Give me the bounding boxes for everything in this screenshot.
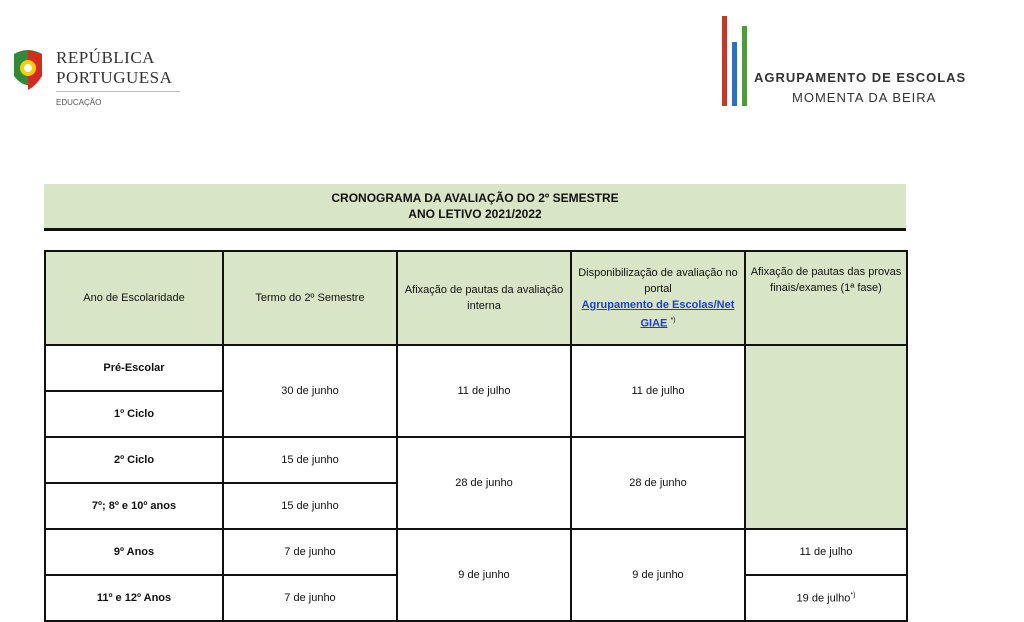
logo-divider	[56, 91, 180, 92]
portugal-emblem-icon	[10, 46, 46, 96]
exames-empty-cell	[745, 345, 907, 529]
portal-link[interactable]: Agrupamento de Escolas/Net GIAE	[581, 298, 735, 330]
termo-cell: 7 de junho	[223, 575, 397, 621]
portal-cell: 11 de julho	[571, 345, 745, 437]
header-portal-text: Disponibilização de avaliação no portal	[578, 266, 738, 295]
termo-cell: 30 de junho	[223, 345, 397, 437]
document-title-band	[44, 184, 906, 231]
header-ano-escolaridade: Ano de Escolaridade	[45, 251, 223, 345]
cronograma-table	[44, 250, 908, 622]
pautas-cell: 9 de junho	[397, 529, 571, 621]
agrupamento-logo	[716, 10, 1016, 110]
document-title: CRONOGRAMA DA AVALIAÇÃO DO 2º SEMESTRE	[331, 191, 619, 205]
level-2-ciclo: 2º Ciclo	[45, 437, 223, 483]
republica-portuguesa-logo	[10, 42, 190, 122]
logo-text-line2: PORTUGUESA	[56, 68, 173, 87]
exames-cell: 11 de julho	[745, 529, 907, 575]
agrupamento-bars-icon	[718, 12, 758, 108]
document-subtitle: ANO LETIVO 2021/2022	[408, 207, 542, 221]
level-11-12-anos: 11º e 12º Anos	[45, 575, 223, 621]
exames-date: 19 de julho	[796, 592, 851, 605]
table-row	[45, 529, 907, 575]
logo-subtitle: EDUCAÇÃO	[56, 98, 102, 107]
logo-text-line1: REPÚBLICA	[56, 48, 155, 67]
exames-footnote-mark: *)	[850, 591, 856, 599]
level-7-8-10-anos: 7º; 8º e 10º anos	[45, 483, 223, 529]
header-disponibilizacao-portal	[571, 251, 745, 345]
level-1-ciclo: 1º Ciclo	[45, 391, 223, 437]
exames-cell	[745, 575, 907, 621]
portal-cell: 9 de junho	[571, 529, 745, 621]
level-pre-escolar: Pré-Escolar	[45, 345, 223, 391]
portal-cell: 28 de junho	[571, 437, 745, 529]
header-afixacao-exames: Afixação de pautas das provas finais/exames (1ª fase)	[745, 251, 907, 345]
header-afixacao-pautas-interna: Afixação de pautas da avaliação interna	[397, 251, 571, 345]
termo-cell: 7 de junho	[223, 529, 397, 575]
pautas-cell: 28 de junho	[397, 437, 571, 529]
header-termo-semestre: Termo do 2º Semestre	[223, 251, 397, 345]
pautas-cell: 11 de julho	[397, 345, 571, 437]
level-9-anos: 9º Anos	[45, 529, 223, 575]
portal-footnote-mark: *)	[670, 316, 676, 324]
table-header-row	[45, 251, 907, 345]
agrupamento-name-line2: MOMENTA DA BEIRA	[792, 90, 937, 105]
termo-cell: 15 de junho	[223, 483, 397, 529]
termo-cell: 15 de junho	[223, 437, 397, 483]
agrupamento-name-line1: AGRUPAMENTO DE ESCOLAS	[754, 70, 967, 85]
table-row	[45, 345, 907, 391]
